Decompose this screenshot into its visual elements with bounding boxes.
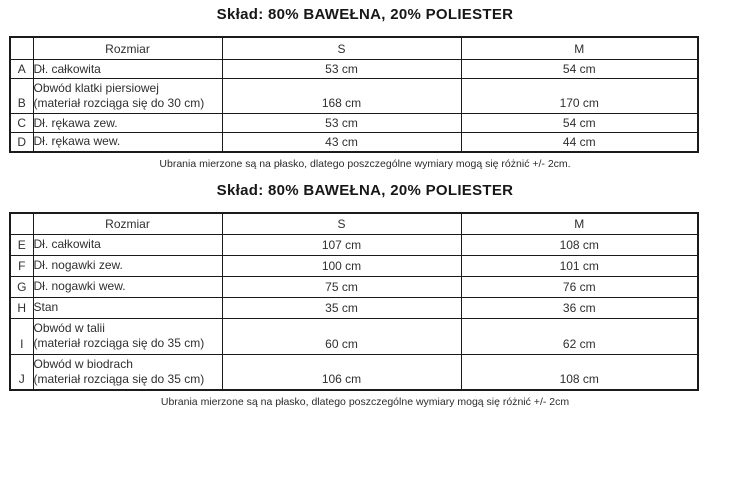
- size-m-value-cell: 44 cm: [461, 133, 698, 152]
- measurement-name-cell: [33, 276, 222, 297]
- measurement-name-cell: [33, 234, 222, 255]
- table-header-row: [10, 213, 698, 235]
- measurement-row: [10, 354, 698, 390]
- table-header-row: [10, 37, 698, 60]
- size-s-value-cell: 35 cm: [222, 297, 461, 318]
- measurement-name-cell: [33, 354, 222, 390]
- measurement-name-cell: [33, 79, 222, 114]
- measurement-name-line: Dł. nogawki zew.: [33, 258, 123, 272]
- letter-column-header: [10, 213, 33, 235]
- size-m-value-cell: 36 cm: [461, 297, 698, 318]
- row-letter-cell: E: [10, 234, 33, 255]
- size-m-value-cell: 76 cm: [461, 276, 698, 297]
- measurement-name-cell: [33, 297, 222, 318]
- rozmiar-column-header: Rozmiar: [33, 213, 222, 235]
- measurement-name-line: Dł. rękawa zew.: [33, 115, 118, 130]
- measurement-name-line: Obwód w talii: [33, 321, 105, 335]
- measurement-disclaimer-note: Ubrania mierzone są na płasko, dlatego poszczególne wymiary mogą się różnić +/- 2cm: [160, 396, 570, 408]
- size-m-column-header: M: [461, 37, 698, 60]
- measurement-name-cell: [33, 255, 222, 276]
- measurement-row: [10, 79, 698, 114]
- measurements-table: [9, 212, 699, 392]
- measurement-row: [10, 318, 698, 354]
- measurement-name-line: Dł. całkowita: [33, 61, 101, 76]
- measurement-name-line: Obwód w biodrach: [33, 356, 133, 371]
- measurement-name-line: Dł. rękawa wew.: [33, 134, 121, 149]
- size-s-value-cell: 106 cm: [222, 354, 461, 390]
- row-letter-cell: H: [10, 297, 33, 318]
- size-m-value-cell: 108 cm: [461, 234, 698, 255]
- size-s-column-header: S: [222, 213, 461, 235]
- size-s-value-cell: 53 cm: [222, 60, 461, 79]
- measurements-table: [9, 36, 699, 153]
- measurement-row: [10, 276, 698, 297]
- size-s-value-cell: 100 cm: [222, 255, 461, 276]
- row-letter-cell: C: [10, 114, 33, 133]
- measurement-row: [10, 234, 698, 255]
- size-s-value-cell: 60 cm: [222, 318, 461, 354]
- measurement-row: [10, 114, 698, 133]
- measurement-disclaimer-note: Ubrania mierzone są na płasko, dlatego poszczególne wymiary mogą się różnić +/- 2cm.: [159, 157, 571, 170]
- composition-title: Skład: 80% BAWEŁNA, 20% POLIESTER: [216, 181, 514, 199]
- measurement-name-line: Obwód klatki piersiowej: [33, 81, 159, 95]
- size-s-value-cell: 43 cm: [222, 133, 461, 152]
- row-letter-cell: I: [10, 318, 33, 354]
- measurement-name-cell: [33, 318, 222, 354]
- measurement-name-cell: [33, 114, 222, 133]
- measurement-row: [10, 133, 698, 152]
- size-section-bottom: [0, 170, 730, 409]
- row-letter-cell: G: [10, 276, 33, 297]
- size-m-value-cell: 108 cm: [461, 354, 698, 390]
- row-letter-cell: D: [10, 133, 33, 152]
- measurement-row: [10, 60, 698, 79]
- size-section-top: [0, 0, 730, 170]
- measurement-name-cell: [33, 60, 222, 79]
- measurement-name-line: Dł. całkowita: [33, 237, 101, 251]
- row-letter-cell: A: [10, 60, 33, 79]
- measurement-name-line: Dł. nogawki wew.: [33, 279, 126, 293]
- composition-title: Skład: 80% BAWEŁNA, 20% POLIESTER: [216, 6, 514, 23]
- measurement-name-line: (materiał rozciąga się do 30 cm): [33, 96, 205, 110]
- measurement-name-line: Stan: [33, 300, 59, 314]
- size-m-column-header: M: [461, 213, 698, 235]
- size-m-value-cell: 54 cm: [461, 60, 698, 79]
- measurement-name-line: (materiał rozciąga się do 35 cm): [33, 336, 205, 350]
- size-s-value-cell: 107 cm: [222, 234, 461, 255]
- size-s-value-cell: 168 cm: [222, 79, 461, 114]
- measurement-row: [10, 297, 698, 318]
- size-m-value-cell: 170 cm: [461, 79, 698, 114]
- size-m-value-cell: 54 cm: [461, 114, 698, 133]
- measurement-name-cell: [33, 133, 222, 152]
- row-letter-cell: F: [10, 255, 33, 276]
- row-letter-cell: B: [10, 79, 33, 114]
- row-letter-cell: J: [10, 354, 33, 390]
- measurement-name-line: (materiał rozciąga się do 35 cm): [33, 371, 205, 386]
- rozmiar-column-header: Rozmiar: [33, 37, 222, 60]
- size-m-value-cell: 62 cm: [461, 318, 698, 354]
- size-s-value-cell: 75 cm: [222, 276, 461, 297]
- size-s-value-cell: 53 cm: [222, 114, 461, 133]
- measurement-row: [10, 255, 698, 276]
- size-m-value-cell: 101 cm: [461, 255, 698, 276]
- size-s-column-header: S: [222, 37, 461, 60]
- letter-column-header: [10, 37, 33, 60]
